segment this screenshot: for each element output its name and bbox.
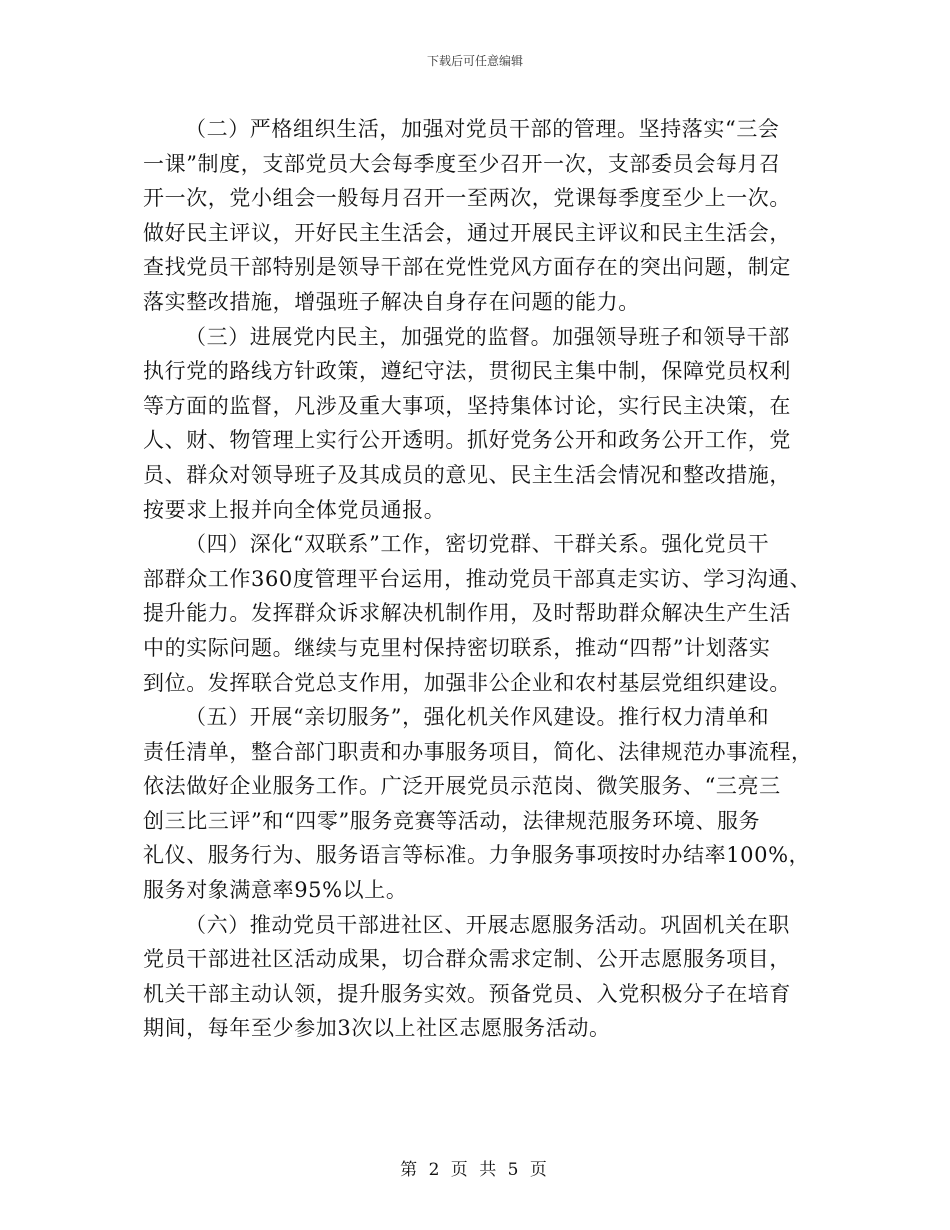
page-header: 下载后可任意编辑 (426, 54, 523, 68)
paragraph-line: 服务对象满意率95%以上。 (143, 878, 408, 903)
paragraph-line: 一课”制度，支部党员大会每季度至少召开一次，支部委员会每月召 (143, 151, 781, 176)
paragraph-line: 创三比三评”和“四零”服务竞赛等活动，法律规范服务环境、服务 (143, 808, 761, 833)
paragraph-line: 员、群众对领导班子及其成员的意见、民主生活会情况和整改措施， (143, 462, 791, 487)
paragraph-line: 机关干部主动认领，提升服务实效。预备党员、入党积极分子在培育 (143, 981, 791, 1006)
paragraph-line: 查找党员干部特别是领导干部在党性党风方面存在的突出问题，制定 (143, 255, 791, 280)
paragraph-line: 党员干部进社区活动成果，切合群众需求定制、公开志愿服务项目， (143, 947, 791, 972)
paragraph-line: 中的实际问题。继续与克里村保持密切联系，推动“四帮”计划落实 (143, 635, 771, 660)
paragraph-line: （六）推动党员干部进社区、开展志愿服务活动。巩固机关在职 (185, 912, 790, 937)
page-footer: 第 2 页 共 5 页 (400, 1160, 550, 1180)
paragraph-line: 到位。发挥联合党总支作用，加强非公企业和农村基层党组织建设。 (143, 670, 791, 695)
paragraph-line: （五）开展“亲切服务”，强化机关作风建设。推行权力清单和 (185, 705, 770, 730)
paragraph-line: 执行党的路线方针政策，遵纪守法，贯彻民主集中制，保障党员权利 (143, 359, 791, 384)
paragraph-6 (143, 908, 808, 1046)
paragraph-line: 人、财、物管理上实行公开透明。抓好党务公开和政务公开工作，党 (143, 428, 791, 453)
paragraph-line: 依法做好企业服务工作。广泛开展党员示范岗、微笑服务、“三亮三 (143, 774, 781, 799)
paragraph-4 (143, 527, 812, 700)
paragraph-line: （四）深化“双联系”工作，密切党群、干群关系。强化党员干 (185, 532, 770, 557)
paragraph-line: 按要求上报并向全体党员通报。 (143, 497, 446, 522)
paragraph-line: 期间，每年至少参加3次以上社区志愿服务活动。 (143, 1016, 611, 1041)
paragraph-line: （二）严格组织生活，加强对党员干部的管理。坚持落实“三会 (185, 117, 780, 141)
paragraph-2 (143, 112, 808, 320)
paragraph-line: 等方面的监督，凡涉及重大事项，坚持集体讨论，实行民主决策，在 (143, 393, 791, 418)
paragraph-line: 做好民主评议，开好民主生活会，通过开展民主评议和民主生活会， (143, 220, 791, 245)
paragraph-line: 开一次，党小组会一般每月召开一至两次，党课每季度至少上一次。 (143, 186, 791, 211)
paragraph-3 (143, 320, 808, 528)
paragraph-5 (143, 700, 813, 908)
paragraph-line: 落实整改措施，增强班子解决自身存在问题的能力。 (143, 289, 640, 314)
paragraph-line: （三）进展党内民主，加强党的监督。加强领导班子和领导干部 (185, 324, 790, 349)
paragraph-line: 责任清单，整合部门职责和办事服务项目，简化、法律规范办事流程， (143, 739, 813, 764)
document-body (143, 112, 813, 1046)
paragraph-line: 礼仪、服务行为、服务语言等标准。力争服务事项按时办结率100%， (143, 843, 811, 868)
paragraph-line: 部群众工作360度管理平台运用，推动党员干部真走实访、学习沟通、 (143, 566, 812, 591)
paragraph-line: 提升能力。发挥群众诉求解决机制作用，及时帮助群众解决生产生活 (143, 601, 791, 626)
